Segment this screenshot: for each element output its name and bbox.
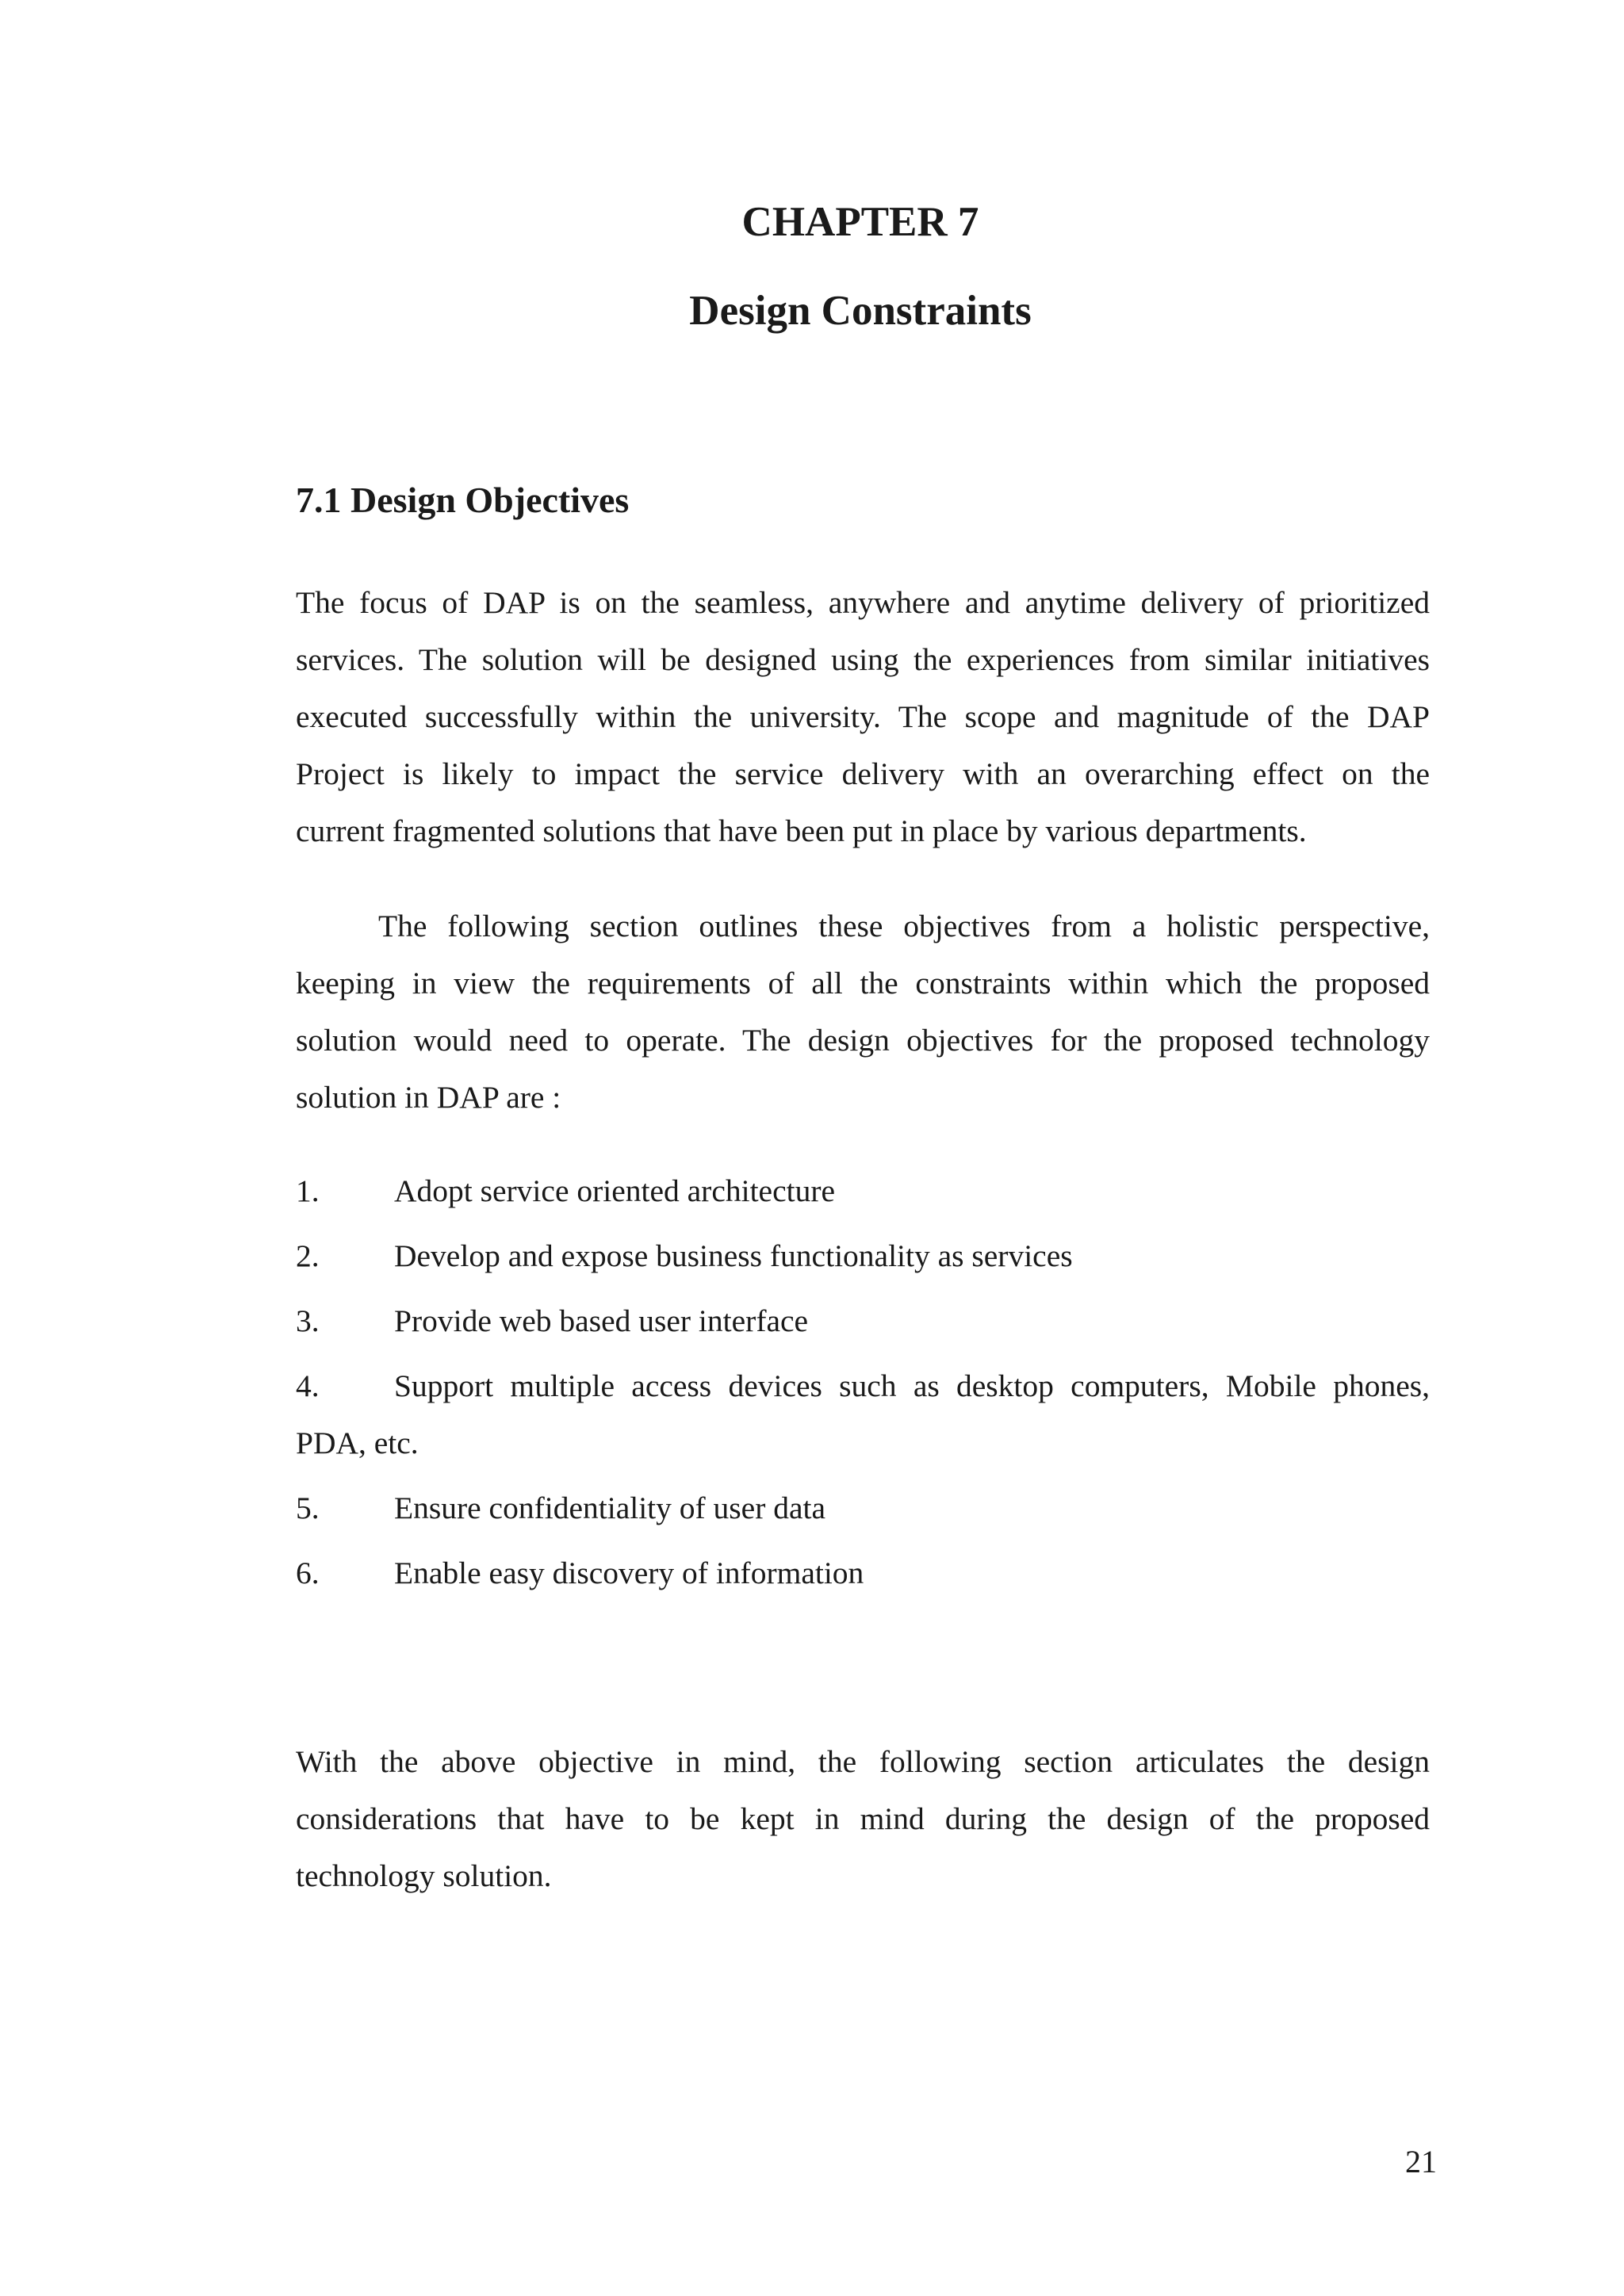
list-item-number: 2. <box>296 1238 320 1273</box>
list-item <box>296 1227 1430 1284</box>
list-item-text: Develop and expose business functionality as services <box>394 1238 1073 1273</box>
chapter-label: CHAPTER 7 <box>741 199 979 245</box>
list-item <box>296 1544 1430 1601</box>
objectives-intro-paragraph <box>296 897 1430 1126</box>
list-item-number: 1. <box>296 1173 320 1208</box>
paragraph-line: services. The solution will be designed using the experiences from similar initiatives <box>296 642 1430 677</box>
list-item-text: Adopt service oriented architecture <box>394 1173 836 1208</box>
chapter-title: Design Constraints <box>689 288 1032 334</box>
list-item-text: Ensure confidentiality of user data <box>394 1490 826 1525</box>
paragraph-line: considerations that have to be kept in mind during the design of the proposed <box>296 1801 1430 1836</box>
paragraph-line: current fragmented solutions that have been put in place by various departments. <box>296 813 1307 848</box>
list-item-number: 4. <box>296 1368 320 1403</box>
paragraph-line: Project is likely to impact the service delivery with an overarching effect on the <box>296 756 1430 791</box>
list-item <box>296 1292 1430 1349</box>
intro-paragraph <box>296 574 1430 859</box>
paragraph-line: The focus of DAP is on the seamless, anywhere and anytime delivery of prioritized <box>296 585 1430 620</box>
list-item-text: Enable easy discovery of information <box>394 1556 864 1590</box>
list-item-text: Support multiple access devices such as desktop computers, Mobile phones, <box>394 1368 1430 1403</box>
section-heading: 7.1 Design Objectives <box>296 480 630 520</box>
paragraph-line: technology solution. <box>296 1858 552 1893</box>
list-item-number: 3. <box>296 1303 320 1338</box>
list-item <box>296 1479 1430 1536</box>
paragraph-line: With the above objective in mind, the following section articulates the design <box>296 1744 1430 1779</box>
list-item-text: Provide web based user interface <box>394 1303 809 1338</box>
paragraph-line: executed successfully within the university. The scope and magnitude of the DAP <box>296 699 1430 734</box>
list-item <box>296 1357 1430 1471</box>
list-item-continuation: PDA, etc. <box>296 1425 419 1460</box>
closing-paragraph <box>296 1733 1430 1904</box>
paragraph-line: solution would need to operate. The design objectives for the proposed technology <box>296 1023 1430 1058</box>
list-item-number: 5. <box>296 1490 320 1525</box>
objectives-list <box>296 1162 1430 1609</box>
paragraph-line: solution in DAP are : <box>296 1080 561 1115</box>
page-number: 21 <box>1405 2144 1437 2179</box>
paragraph-line: The following section outlines these objectives from a holistic perspective, <box>378 909 1430 943</box>
paragraph-line: keeping in view the requirements of all the constraints within which the proposed <box>296 966 1430 1001</box>
list-item-number: 6. <box>296 1556 320 1590</box>
list-item <box>296 1162 1430 1219</box>
